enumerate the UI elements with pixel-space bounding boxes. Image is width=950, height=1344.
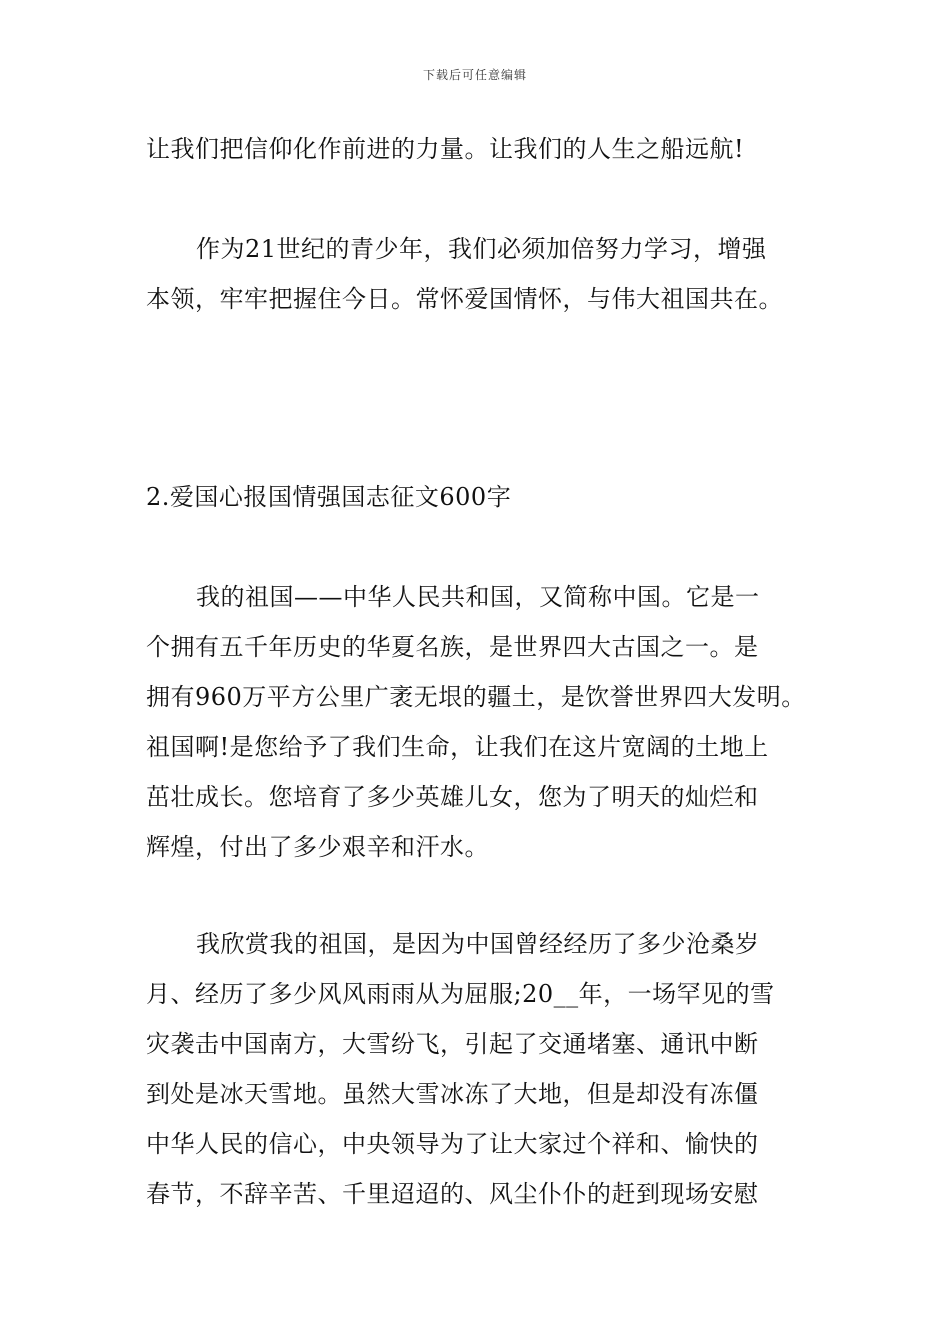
paragraph-line: 中华人民的信心，中央领导为了让大家过个祥和、愉快的: [146, 1130, 759, 1158]
header-note: 下载后可任意编辑: [422, 68, 527, 82]
paragraph-line: 茁壮成长。您培育了多少英雄儿女，您为了明天的灿烂和: [146, 783, 759, 811]
paragraph-line: 我欣赏我的祖国，是因为中国曾经经历了多少沧桑岁: [196, 930, 760, 958]
paragraph-line: 本领，牢牢把握住今日。常怀爱国情怀，与伟大祖国共在。: [146, 285, 783, 313]
paragraph-line: 到处是冰天雪地。虽然大雪冰冻了大地，但是却没有冻僵: [146, 1080, 759, 1108]
paragraph-line: 拥有960万平方公里广袤无垠的疆土，是饮誉世界四大发明。: [146, 683, 806, 711]
paragraph-line: 作为21世纪的青少年，我们必须加倍努力学习，增强: [196, 235, 767, 263]
paragraph-line: 让我们把信仰化作前进的力量。让我们的人生之船远航!: [146, 135, 745, 163]
paragraph-line: 月、经历了多少风风雨雨从为屈服;20__年，一场罕见的雪: [146, 980, 775, 1008]
paragraph-line: 春节，不辞辛苦、千里迢迢的、风尘仆仆的赶到现场安慰: [146, 1180, 759, 1208]
paragraph-line: 灾袭击中国南方，大雪纷飞，引起了交通堵塞、通讯中断: [146, 1030, 759, 1058]
paragraph-line: 我的祖国——中华人民共和国，又简称中国。它是一: [196, 583, 760, 611]
paragraph-line: 祖国啊!是您给予了我们生命，让我们在这片宽阔的土地上: [146, 733, 769, 761]
section-heading: 2.爱国心报国情强国志征文600字: [146, 483, 512, 511]
paragraph-line: 辉煌，付出了多少艰辛和汗水。: [146, 833, 489, 861]
paragraph-line: 个拥有五千年历史的华夏名族，是世界四大古国之一。是: [146, 633, 759, 661]
